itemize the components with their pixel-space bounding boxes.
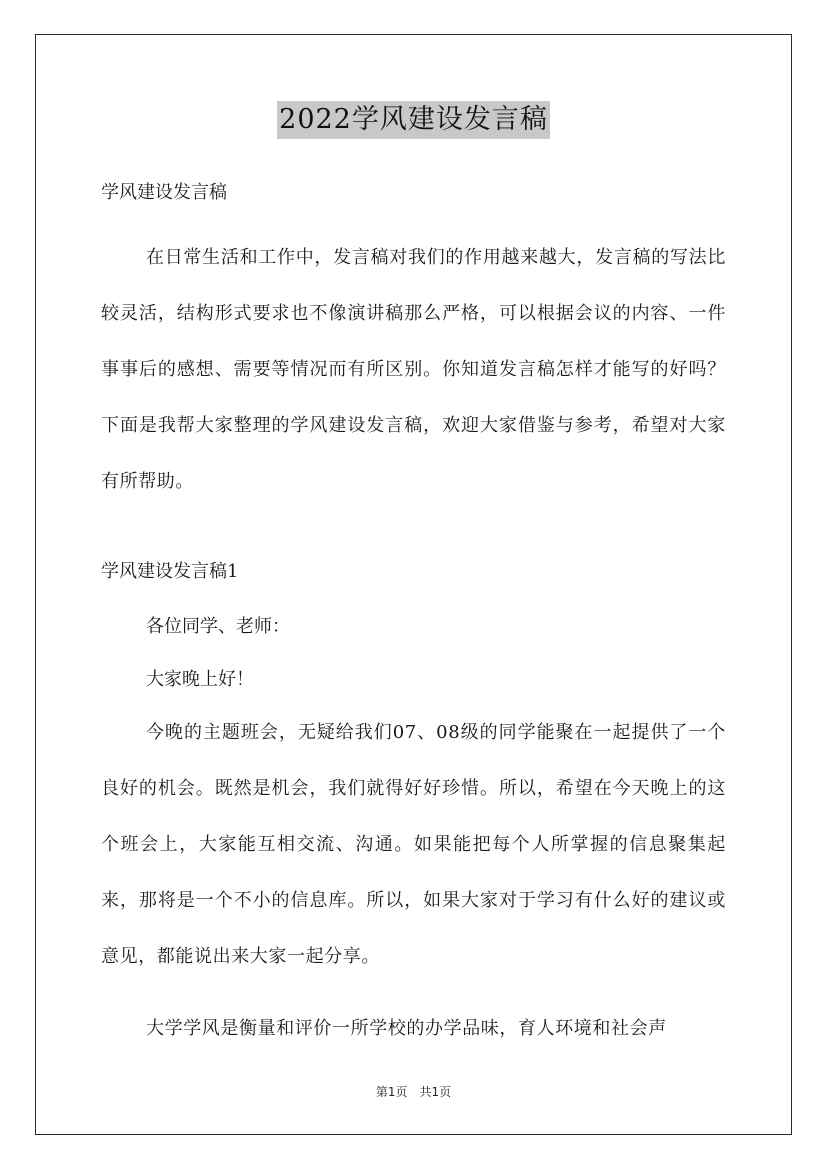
- subheading: 学风建设发言稿: [101, 182, 227, 203]
- page-footer: 第1页 共1页: [375, 1085, 452, 1099]
- body-paragraph-1: 今晚的主题班会，无疑给我们07、08级的同学能聚在一起提供了一个良好的机会。既然是机会，我们就得好好珍惜。所以，希望在今天晚上的这个班会上，大家能互相交流、沟通。如果能把每个人所掌握的信息聚集起来，那将是一个不小的信息库。所以，如果大家对于学习有什么好的建议或意见，都能说出来大家一起分享。: [101, 722, 726, 967]
- title-container: [0, 101, 827, 139]
- salutation: 各位同学、老师：: [146, 616, 290, 637]
- section-heading: 学风建设发言稿1: [101, 561, 239, 582]
- greeting-line: 大家晚上好！: [146, 669, 254, 690]
- body-paragraph-2: 大学学风是衡量和评价一所学校的办学品味，育人环境和社会声: [146, 1018, 667, 1039]
- intro-paragraph: 在日常生活和工作中，发言稿对我们的作用越来越大，发言稿的写法比较灵活，结构形式要求也不像演讲稿那么严格，可以根据会议的内容、一件事事后的感想、需要等情况而有所区别。你知道发言稿怎样才能写的好吗？下面是我帮大家整理的学风建设发言稿，欢迎大家借鉴与参考，希望对大家有所帮助。: [101, 247, 726, 492]
- document-title: 2022学风建设发言稿: [277, 101, 550, 139]
